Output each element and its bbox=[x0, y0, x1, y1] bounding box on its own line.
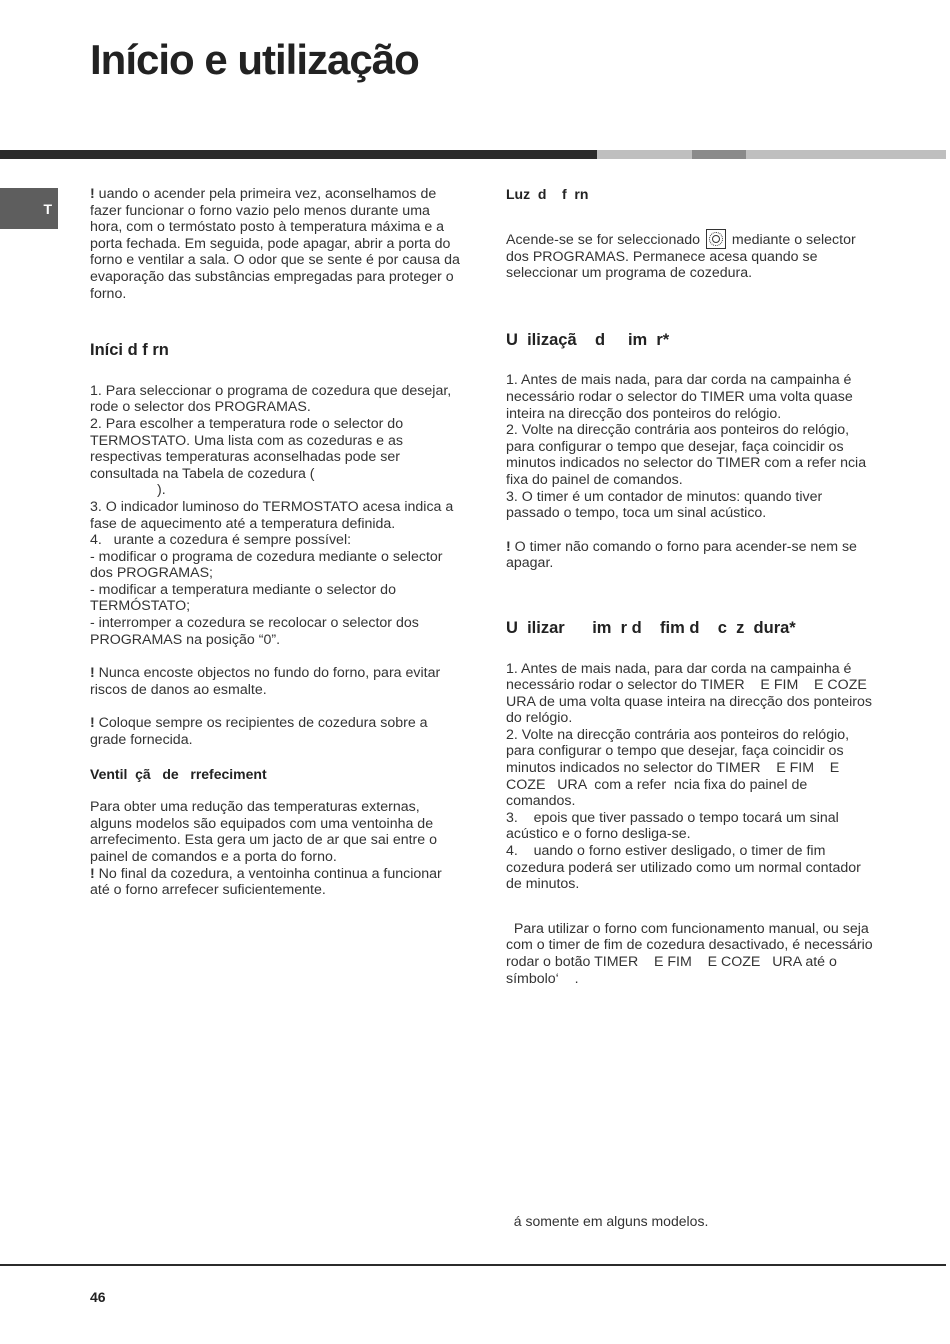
inicio-step: ). bbox=[90, 482, 166, 499]
footnote: á somente em alguns modelos. bbox=[506, 1213, 709, 1229]
timer-note: ! O timer não comando o forno para acender-se nem se apagar. bbox=[506, 538, 857, 572]
inicio-step: - modificar a temperatura mediante o selector do TERMÓSTATO; bbox=[90, 581, 396, 615]
inicio-step: - interromper a cozedura se recolocar o selector dos PROGRAMAS na posição “0”. bbox=[90, 615, 419, 648]
timer-step: 1. Antes de mais nada, para dar corda na campainha é necessário rodar o selector do TIMER uma volta quase inteira na direcção dos ponteiros do relógio. bbox=[506, 372, 853, 422]
inicio-step: 4. urante a cozedura é sempre possível: bbox=[90, 532, 352, 549]
header-bar-mid bbox=[692, 150, 746, 159]
oven-light-icon bbox=[706, 229, 726, 249]
header-bar-dark bbox=[0, 150, 597, 159]
luz-text: Acende-se se for seleccionado mediante o selector dos PROGRAMAS. Permanece acesa quando se seleccionar um programa de cozedura. bbox=[506, 229, 878, 282]
timer-fim-step: 1. Antes de mais nada, para dar corda na campainha é necessário rodar o selector do TIMER E FIM E COZE URA de uma volta quase inteira na direcção dos ponteiros do relógio. bbox=[506, 660, 879, 727]
section-heading-inicio: Iníci d f rn bbox=[90, 341, 169, 360]
timer-fim-step: 4. uando o forno estiver desligado, o timer de fim cozedura poderá ser utilizado como um normal contador de minutos. bbox=[506, 843, 865, 893]
inicio-step: 3. O indicador luminoso do TERMOSTATO acesa indica a fase de aquecimento até a temperatura definida. bbox=[90, 498, 454, 532]
header-bar-light bbox=[597, 150, 692, 159]
timer-fim-step: 3. epois que tiver passado o tempo tocará um sinal acústico e o forno desliga-se. bbox=[506, 809, 843, 843]
timer-step: 3. O timer é um contador de minutos: quando tiver passado o tempo, toca um sinal acústico. bbox=[506, 488, 823, 522]
inicio-step: 2. Para escolher a temperatura rode o selector do TERMOSTATO. Uma lista com as cozeduras e as respectivas temperaturas aconselhadas pode ser consultada na Tabela de cozedura ( bbox=[90, 415, 404, 482]
warning-mark: ! bbox=[90, 186, 95, 202]
timer-step: 2. Volte na direcção contrária aos ponteiros do relógio, para configurar o tempo que desejar, faça coincidir os minutos indicados no selector do TIMER com a refer ncia fixa do painel de comandos. bbox=[506, 422, 867, 488]
language-tab-label: T bbox=[43, 200, 52, 217]
warning-enamel: ! Nunca encoste objectos no fundo do forno, para evitar riscos de danos ao esmalte. bbox=[90, 665, 441, 698]
intro-paragraph: ! uando o acender pela primeira vez, aconselhamos de fazer funcionar o forno vazio pelo menos durante uma hora, com o termóstato posto à temperatura máxima e a porta fechada. Em seguida, pode apagar, abrir a porta do forno e ventilar a sala. O odor que se sente é por causa da evaporação das substâncias empregadas para proteger o forno. bbox=[90, 186, 460, 302]
footer-rule bbox=[0, 1264, 946, 1266]
section-heading-ventilacao: Ventil çã de rrefeciment bbox=[90, 765, 267, 782]
inicio-step: - modificar o programa de cozedura mediante o selector dos PROGRAMAS; bbox=[90, 548, 443, 582]
ventilacao-warning: ! No final da cozedura, a ventoinha continua a funcionar até o forno arrefecer suficientemente. bbox=[90, 865, 442, 899]
section-heading-timer: U ilizaçã d im r* bbox=[506, 330, 670, 349]
warning-grid: ! Coloque sempre os recipientes de cozedura sobre a grade fornecida. bbox=[90, 715, 428, 749]
left-column bbox=[90, 186, 462, 899]
manual-mode-text: Para utilizar o forno com funcionamento manual, ou seja com o timer de fim de cozedura desactivado, é necessário rodar o botão TIMER E FIM E COZE URA até o símbolo‘ . bbox=[506, 920, 877, 987]
inicio-step: 1. Para seleccionar o programa de cozedura que desejar, rode o selector dos PROGRAMAS. bbox=[90, 382, 452, 416]
page-title: Início e utilização bbox=[90, 36, 419, 83]
right-column bbox=[506, 186, 878, 987]
language-tab bbox=[0, 188, 58, 229]
section-heading-luz: Luz d f rn bbox=[506, 186, 589, 202]
timer-fim-step: 2. Volte na direcção contrária aos ponteiros do relógio, para configurar o tempo que desejar, faça coincidir os minutos indicados no selector do TIMER E FIM E COZE URA com a refer ncia fixa do painel de comandos. bbox=[506, 726, 854, 810]
ventilacao-text: Para obter uma redução das temperaturas externas, alguns modelos são equipados com uma ventoinha de arrefecimento. Esta gera um jacto de ar que sai entre o painel de comandos e a porta do forno. bbox=[90, 799, 437, 865]
header-bar-light-end bbox=[746, 150, 946, 159]
section-heading-timer-fim: U ilizar im r d fim d c z dura* bbox=[506, 618, 796, 637]
page-number: 46 bbox=[90, 1289, 106, 1305]
